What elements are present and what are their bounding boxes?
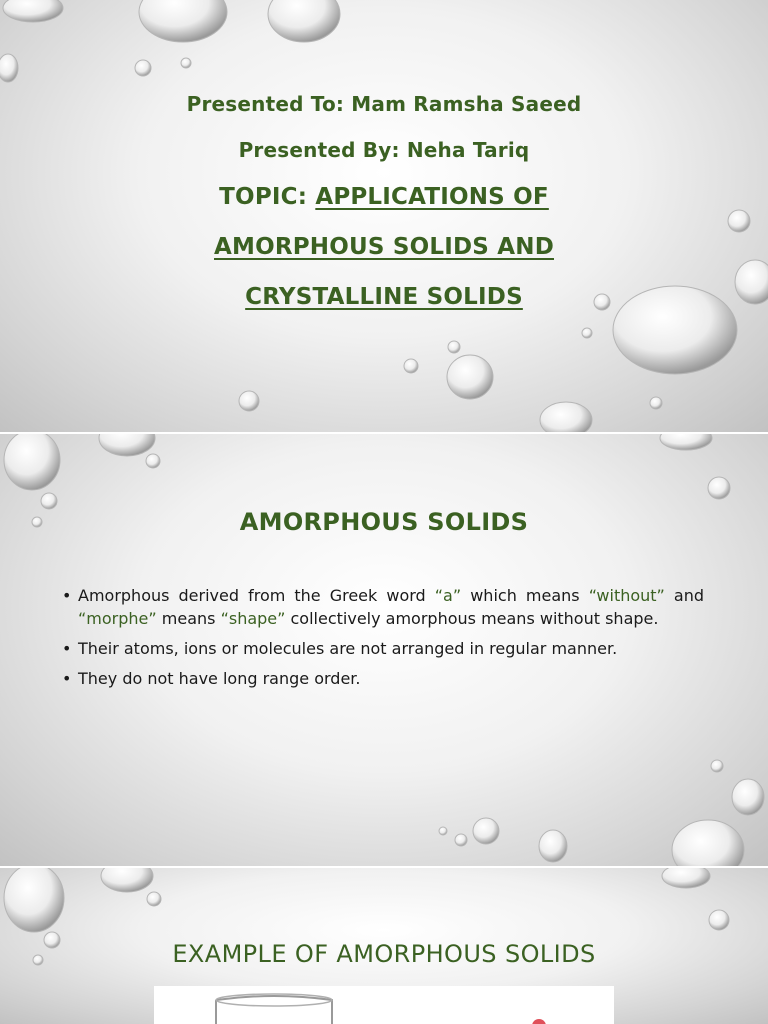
- water-drops-decoration: [0, 0, 768, 432]
- presented-to-text: Presented To: Mam Ramsha Saeed: [186, 92, 582, 116]
- bullet-text: Amorphous derived from the Greek word: [78, 586, 435, 605]
- topic-prefix: TOPIC:: [219, 184, 316, 210]
- bullet-item: [62, 637, 704, 660]
- slide-title: AMORPHOUS SOLIDS: [239, 508, 529, 536]
- bullet-symbol: •: [62, 586, 72, 605]
- bullet-symbol: •: [62, 639, 72, 658]
- bullet-symbol: •: [62, 669, 72, 688]
- bullet-item: [62, 584, 704, 630]
- glass-icon: [154, 986, 614, 1024]
- topic-line-3: [0, 284, 768, 310]
- quoted-term: “without”: [588, 586, 665, 605]
- topic-line-1: [0, 184, 768, 210]
- topic-line-2: [0, 234, 768, 260]
- example-amorphous-slide: [0, 868, 768, 1024]
- topic-title-part-3: CRYSTALLINE SOLIDS: [245, 284, 523, 310]
- bullet-text: They do not have long range order.: [78, 669, 361, 688]
- example-image: [154, 986, 614, 1024]
- quoted-term: “morphe”: [78, 609, 157, 628]
- quoted-term: “shape”: [220, 609, 286, 628]
- presented-by-text: Presented By: Neha Tariq: [238, 138, 530, 162]
- bullet-list: [62, 584, 704, 697]
- slide-title: EXAMPLE OF AMORPHOUS SOLIDS: [172, 940, 596, 968]
- quoted-term: “a”: [434, 586, 462, 605]
- topic-title-part-1: APPLICATIONS OF: [315, 184, 549, 210]
- topic-title-part-2: AMORPHOUS SOLIDS AND: [214, 234, 554, 260]
- bullet-text: and: [664, 586, 705, 605]
- bullet-text: means: [156, 609, 221, 628]
- bullet-text: Their atoms, ions or molecules are not arranged in regular manner.: [78, 639, 618, 658]
- bullet-text: collectively amorphous means without shape.: [285, 609, 659, 628]
- title-slide: [0, 0, 768, 432]
- bullet-text: which means: [461, 586, 589, 605]
- bullet-item: [62, 667, 704, 690]
- amorphous-solids-slide: [0, 434, 768, 866]
